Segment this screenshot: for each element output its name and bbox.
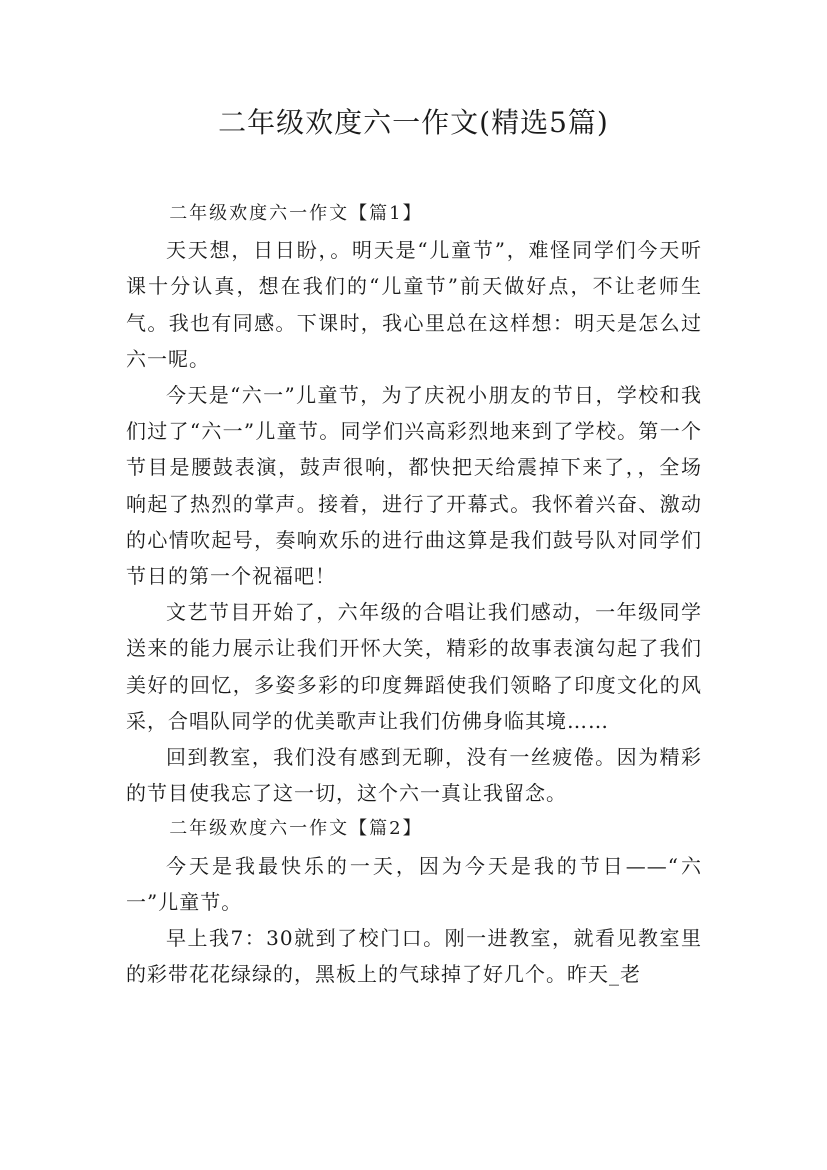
paragraph: 早上我7：30就到了校门口。刚一进教室，就看见教室里的彩带花花绿绿的，黑板上的气球掉了好几个。昨天_老 bbox=[126, 926, 702, 987]
section-heading-1: 二年级欢度六一作文【篇1】 bbox=[169, 203, 423, 224]
paragraph: 今天是我最快乐的一天，因为今天是我的节日——“六一”儿童节。 bbox=[126, 853, 702, 914]
document-body bbox=[126, 196, 702, 992]
paragraph: 文艺节目开始了，六年级的合唱让我们感动，一年级同学送来的能力展示让我们开怀大笑，精彩的故事表演勾起了我们美好的回忆，多姿多彩的印度舞蹈使我们领略了印度文化的风采，合唱队同学的优美歌声让我们仿佛身临其境…… bbox=[126, 600, 702, 733]
paragraph: 今天是“六一”儿童节，为了庆祝小朋友的节日，学校和我们过了“六一”儿童节。同学们兴高彩烈地来到了学校。第一个节目是腰鼓表演，鼓声很响，都快把天给震掉下来了，，全场响起了热烈的掌声。接着，进行了开幕式。我怀着兴奋、激动的心情吹起号，奏响欢乐的进行曲这算是我们鼓号队对同学们节日的第一个祝福吧！ bbox=[126, 383, 702, 589]
section-heading-2: 二年级欢度六一作文【篇2】 bbox=[169, 818, 423, 840]
document-title: 二年级欢度六一作文(精选5篇) bbox=[218, 106, 609, 139]
paragraph: 回到教室，我们没有感到无聊，没有一丝疲倦。因为精彩的节目使我忘了这一切，这个六一真让我留念。 bbox=[126, 745, 702, 806]
paragraph: 天天想，日日盼，。明天是“儿童节”，难怪同学们今天听课十分认真，想在我们的“儿童节”前天做好点，不让老师生气。我也有同感。下课时，我心里总在这样想：明天是怎么过六一呢。 bbox=[126, 238, 702, 371]
